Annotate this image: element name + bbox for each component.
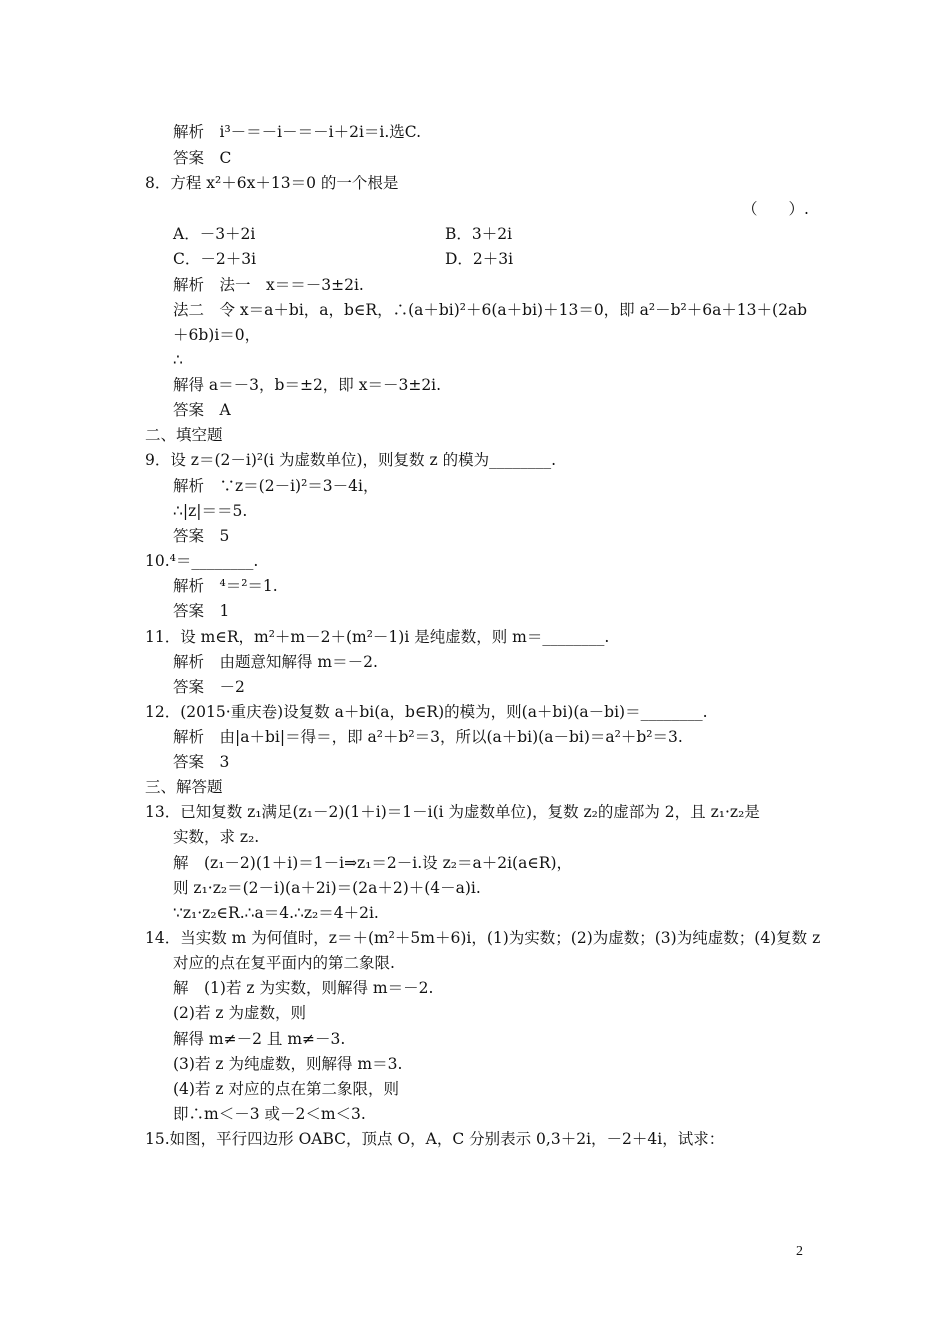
text-line: 则 z₁·z₂＝(2－i)(a＋2i)＝(2a＋2)＋(4－a)i. bbox=[173, 879, 481, 897]
text-line: (2)若 z 为虚数，则 bbox=[173, 1004, 306, 1022]
text-line: 二、填空题 bbox=[145, 426, 223, 444]
text-line: 15.如图，平行四边形 OABC，顶点 O，A，C 分别表示 0,3＋2i，－2＋4i，试求： bbox=[145, 1130, 725, 1148]
text-line: ∴ bbox=[173, 351, 183, 369]
text-line: （ ）. bbox=[742, 200, 809, 218]
text-line: 三、解答题 bbox=[145, 778, 223, 796]
text-line: 解析 由题意知解得 m＝－2. bbox=[173, 653, 378, 671]
choice-option: D．2＋3i bbox=[445, 250, 514, 268]
text-line: (4)若 z 对应的点在第二象限，则 bbox=[173, 1080, 399, 1098]
text-line: 解得 a＝－3，b＝±2，即 x＝－3±2i. bbox=[173, 376, 442, 394]
text-line: 答案 －2 bbox=[173, 678, 245, 696]
text-line: 12．(2015·重庆卷)设复数 a＋bi(a，b∈R)的模为，则(a＋bi)(a－bi)＝________. bbox=[145, 703, 708, 721]
text-line: 答案 3 bbox=[173, 753, 230, 771]
text-line: 14．当实数 m 为何值时，z＝＋(m²＋5m＋6)i，(1)为实数；(2)为虚数；(3)为纯虚数；(4)复数 z bbox=[145, 929, 821, 947]
page-number: 2 bbox=[796, 1244, 803, 1259]
text-line: 解 (1)若 z 为实数，则解得 m＝－2. bbox=[173, 979, 434, 997]
text-line: 11．设 m∈R，m²＋m－2＋(m²－1)i 是纯虚数，则 m＝________. bbox=[145, 628, 610, 646]
text-line: 8．方程 x²＋6x＋13＝0 的一个根是 bbox=[145, 174, 399, 192]
text-line: 解析 i³－＝－i－＝－i＋2i＝i.选C. bbox=[173, 123, 422, 141]
choice-option: A．－3＋2i bbox=[173, 225, 256, 243]
choice-option: B．3＋2i bbox=[445, 225, 513, 243]
text-line: 9．设 z＝(2－i)²(i 为虚数单位)，则复数 z 的模为________. bbox=[145, 451, 557, 469]
text-line: 解 (z₁－2)(1＋i)＝1－i⇒z₁＝2－i.设 z₂＝a＋2i(a∈R)， bbox=[173, 854, 573, 872]
text-line: 10.⁴＝________. bbox=[145, 552, 259, 570]
text-line: 答案 1 bbox=[173, 602, 230, 620]
text-line: 实数，求 z₂. bbox=[173, 828, 260, 846]
text-line: 答案 A bbox=[173, 401, 231, 419]
text-line: 答案 5 bbox=[173, 527, 230, 545]
text-line: 解得 m≠－2 且 m≠－3. bbox=[173, 1030, 346, 1048]
text-line: 法二 令 x＝a＋bi，a，b∈R，∴(a＋bi)²＋6(a＋bi)＋13＝0，即 a²－b²＋6a＋13＋(2ab bbox=[173, 301, 808, 319]
text-line: 答案 C bbox=[173, 149, 232, 167]
text-line: 对应的点在复平面内的第二象限. bbox=[173, 954, 395, 972]
text-line: ∴|z|＝＝5. bbox=[173, 502, 248, 520]
text-line: 解析 ⁴＝²＝1. bbox=[173, 577, 278, 595]
text-line: 13．已知复数 z₁满足(z₁－2)(1＋i)＝1－i(i 为虚数单位)，复数 z₂的虚部为 2，且 z₁·z₂是 bbox=[145, 803, 760, 821]
choice-option: C．－2＋3i bbox=[173, 250, 257, 268]
text-line: 解析 由|a＋bi|＝得＝，即 a²＋b²＝3，所以(a＋bi)(a－bi)＝a²＋b²＝3. bbox=[173, 728, 683, 746]
text-line: ∵z₁·z₂∈R.∴a＝4.∴z₂＝4＋2i. bbox=[173, 904, 379, 922]
text-line: 解析 ∵z＝(2－i)²＝3－4i， bbox=[173, 477, 379, 495]
text-line: 即∴m＜－3 或－2＜m＜3. bbox=[173, 1105, 366, 1123]
text-line: 解析 法一 x＝＝－3±2i. bbox=[173, 276, 364, 294]
text-line: ＋6b)i＝0， bbox=[173, 326, 261, 344]
text-line: (3)若 z 为纯虚数，则解得 m＝3. bbox=[173, 1055, 403, 1073]
